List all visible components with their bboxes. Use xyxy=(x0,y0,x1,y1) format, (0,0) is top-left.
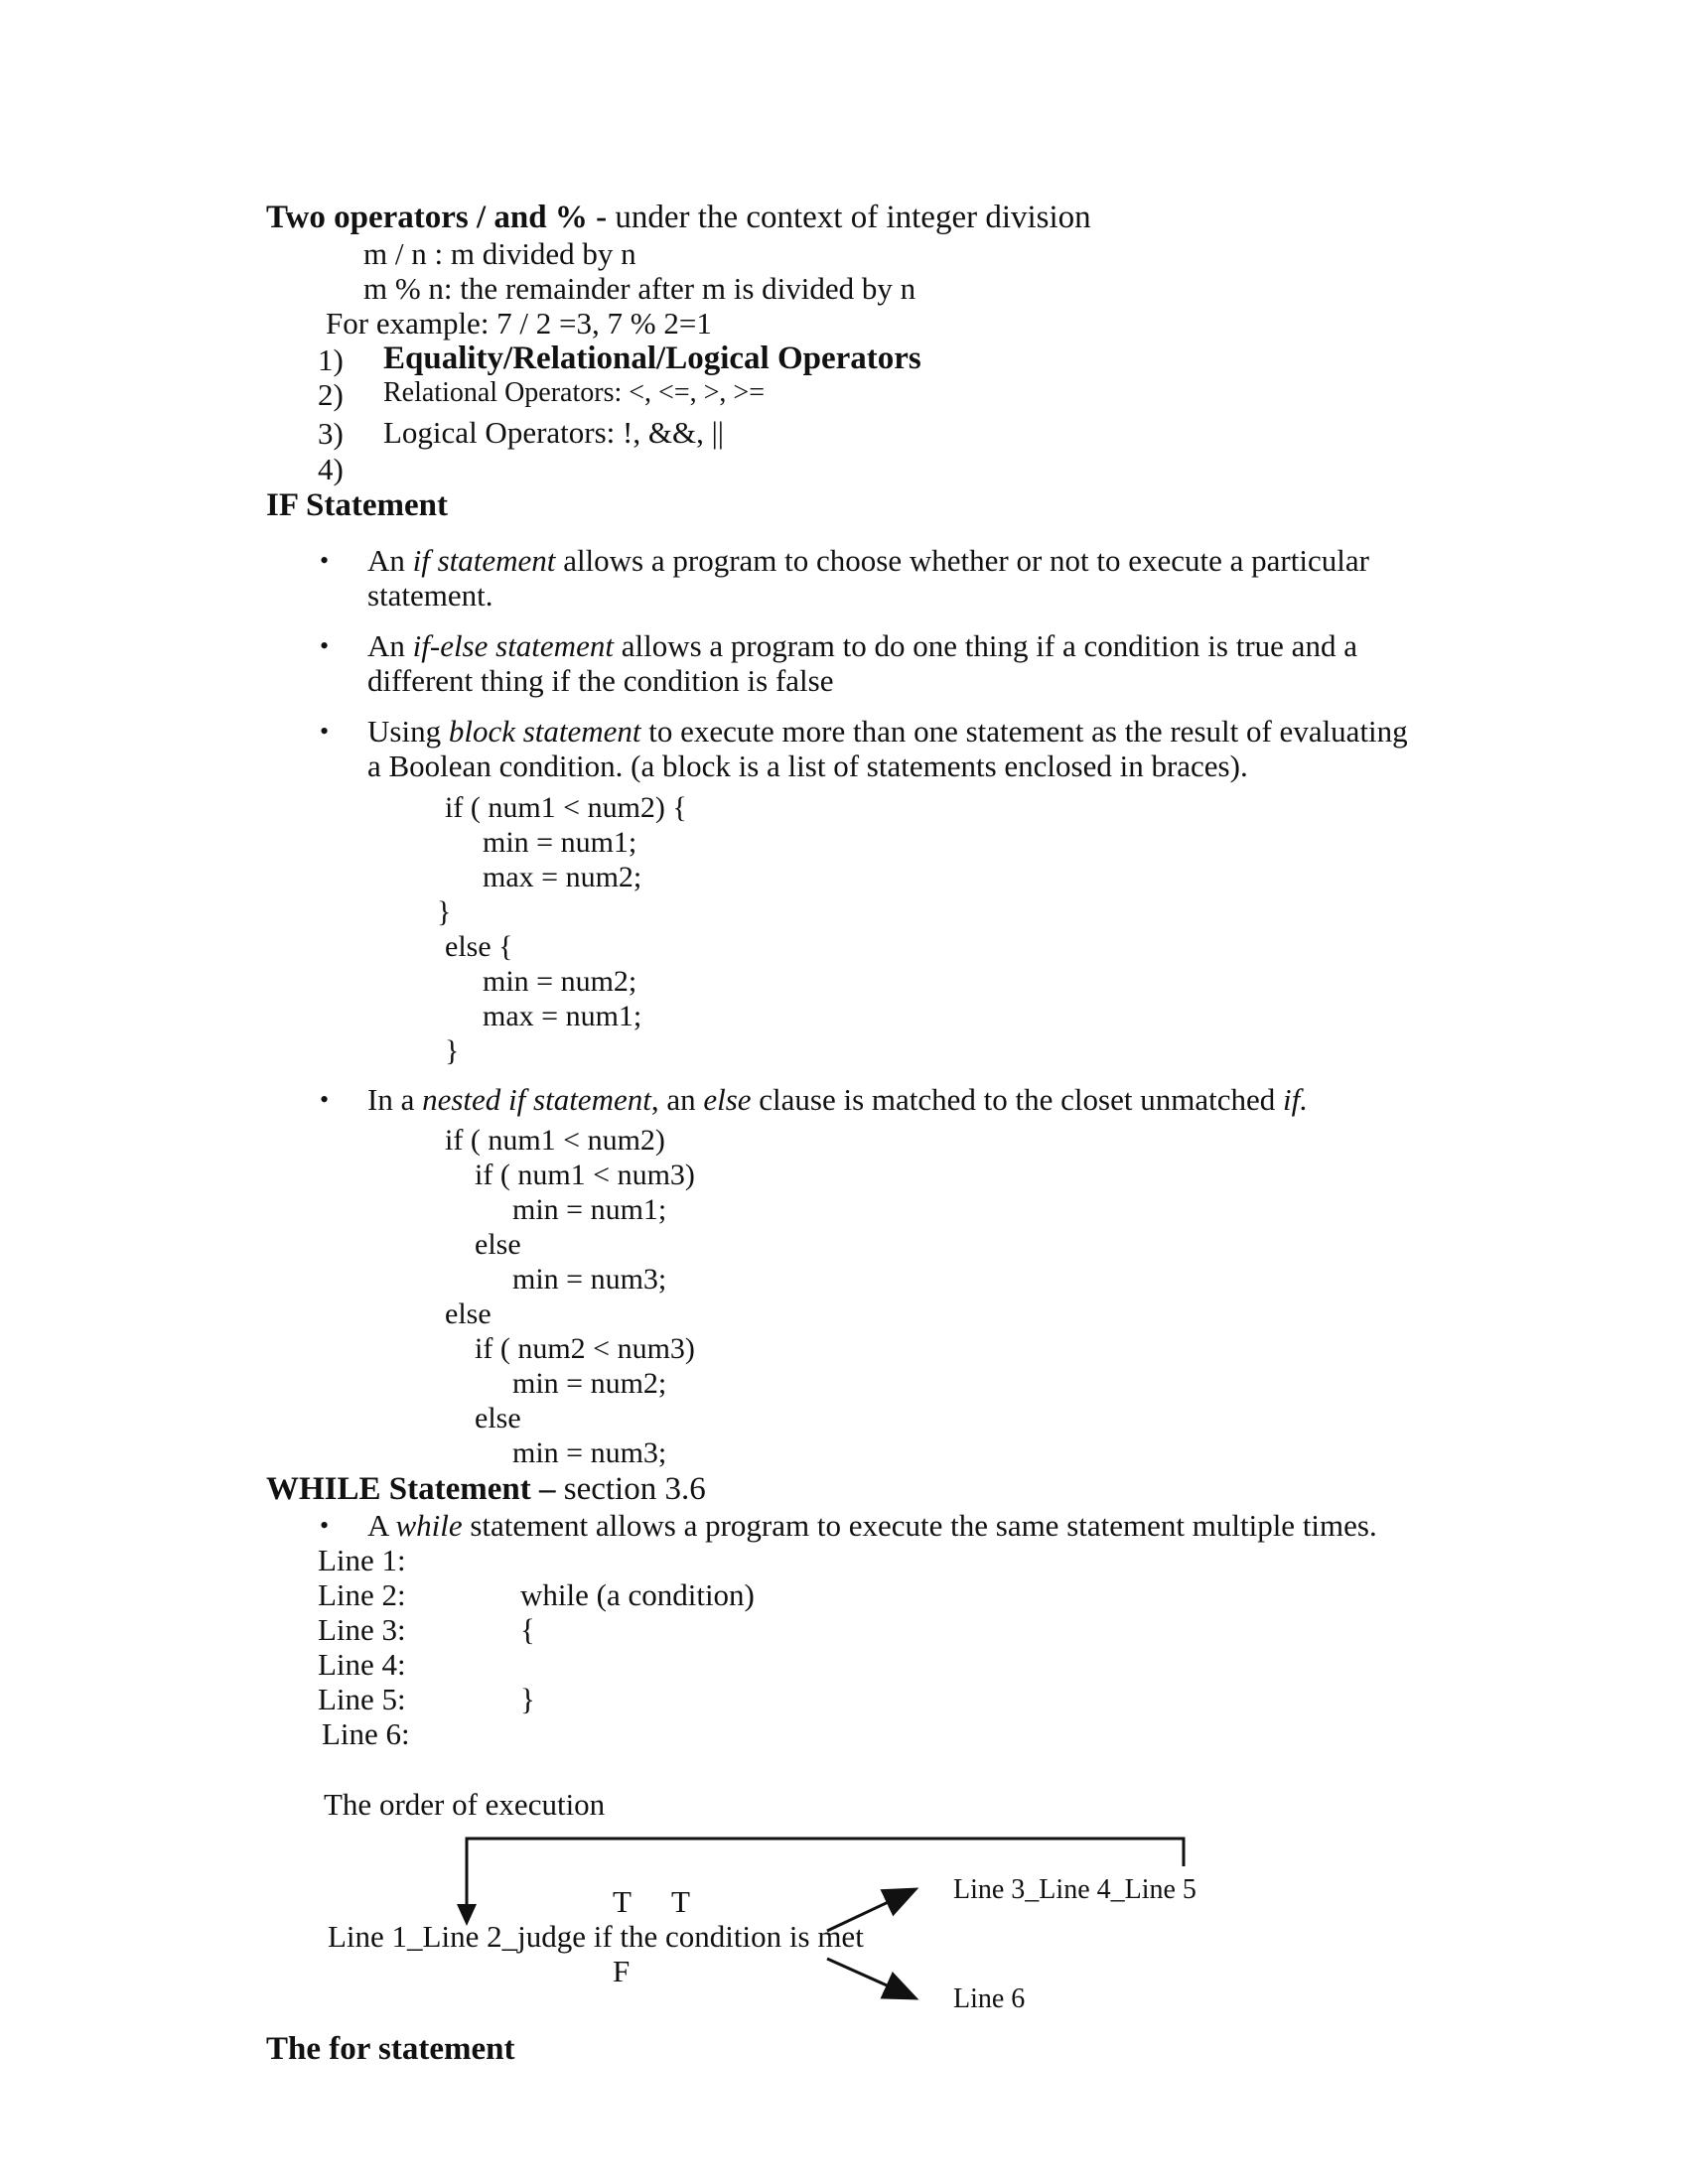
code-line: max = num1; xyxy=(483,1000,642,1032)
if-bullet-3: Using block statement to execute more than one statement as the result of evaluating xyxy=(367,714,1408,749)
while-heading: WHILE Statement – section 3.6 xyxy=(266,1471,706,1507)
line-label: Line 4: xyxy=(318,1647,406,1682)
bullet-dot: • xyxy=(320,546,330,575)
code-line: if ( num2 < num3) xyxy=(475,1332,695,1365)
intro-line-2: m % n: the remainder after m is divided by n xyxy=(363,271,916,306)
order-of-execution-label: The order of execution xyxy=(324,1787,606,1822)
code-line: else { xyxy=(445,930,513,963)
line-label: Line 3: xyxy=(318,1612,406,1647)
if-bullet-2: An if-else statement allows a program to do one thing if a condition is true and a xyxy=(367,628,1357,663)
code-line: min = num2; xyxy=(512,1367,667,1400)
line-label: Line 6: xyxy=(322,1716,410,1751)
line-label: Line 2: xyxy=(318,1577,406,1612)
condition-judge-text: Line 1_Line 2_judge if the condition is met xyxy=(328,1919,864,1954)
intro-heading-rest: under the context of integer division xyxy=(607,200,1091,235)
numbered-item-1-num: 1) xyxy=(318,342,344,377)
code-line: min = num1; xyxy=(483,826,637,859)
numbered-item-2-text: Relational Operators: <, <=, >, >= xyxy=(383,377,766,408)
bullet-dot: • xyxy=(320,1085,330,1114)
while-code-line: } xyxy=(520,1682,535,1716)
if-bullet-1: An if statement allows a program to choose whether or not to execute a particular xyxy=(367,543,1369,578)
true-label: T xyxy=(613,1884,632,1919)
line-label: Line 1: xyxy=(318,1543,406,1577)
code-line: } xyxy=(437,895,452,928)
true-branch-text: Line 3_Line 4_Line 5 xyxy=(953,1874,1196,1905)
intro-example: For example: 7 / 2 =3, 7 % 2=1 xyxy=(326,306,712,341)
if-bullet-1-line-2: statement. xyxy=(367,578,493,613)
while-code-line: { xyxy=(520,1612,535,1647)
line-label: Line 5: xyxy=(318,1682,406,1716)
numbered-item-3-num: 3) xyxy=(318,416,344,451)
bullet-dot: • xyxy=(320,717,330,746)
numbered-item-3-text: Logical Operators: !, &&, || xyxy=(383,415,724,450)
false-branch-text: Line 6 xyxy=(953,1983,1026,2014)
code-line: if ( num1 < num2) xyxy=(445,1124,665,1157)
code-line: min = num2; xyxy=(483,965,637,998)
for-heading: The for statement xyxy=(266,2031,515,2067)
false-branch-arrow xyxy=(827,1959,914,1997)
code-line: } xyxy=(445,1034,460,1067)
code-line: else xyxy=(475,1402,521,1434)
code-line: min = num3; xyxy=(512,1263,667,1296)
code-line: if ( num1 < num2) { xyxy=(445,791,687,824)
code-line: else xyxy=(445,1297,492,1330)
if-bullet-3-line-2: a Boolean condition. (a block is a list of statements enclosed in braces). xyxy=(367,749,1248,783)
while-bullet: A while statement allows a program to execute the same statement multiple times. xyxy=(367,1508,1377,1543)
code-line: max = num2; xyxy=(483,861,642,893)
numbered-item-4-num: 4) xyxy=(318,452,344,486)
code-line: if ( num1 < num3) xyxy=(475,1159,695,1191)
if-heading: IF Statement xyxy=(266,487,448,523)
while-code-line: while (a condition) xyxy=(520,1577,755,1612)
intro-line-1: m / n : m divided by n xyxy=(363,236,636,271)
if-bullet-4: In a nested if statement, an else clause is matched to the closet unmatched if. xyxy=(367,1082,1308,1117)
bullet-dot: • xyxy=(320,1511,330,1540)
false-label: F xyxy=(613,1954,631,1988)
code-line: min = num1; xyxy=(512,1193,667,1226)
if-bullet-2-line-2: different thing if the condition is false xyxy=(367,663,834,698)
true-label: T xyxy=(671,1884,690,1919)
code-line: min = num3; xyxy=(512,1436,667,1469)
numbered-item-1-text: Equality/Relational/Logical Operators xyxy=(383,341,921,376)
intro-heading-bold: Two operators / and % - xyxy=(266,200,608,235)
code-line: else xyxy=(475,1228,521,1261)
bullet-dot: • xyxy=(320,631,330,660)
numbered-item-2-num: 2) xyxy=(318,377,344,412)
